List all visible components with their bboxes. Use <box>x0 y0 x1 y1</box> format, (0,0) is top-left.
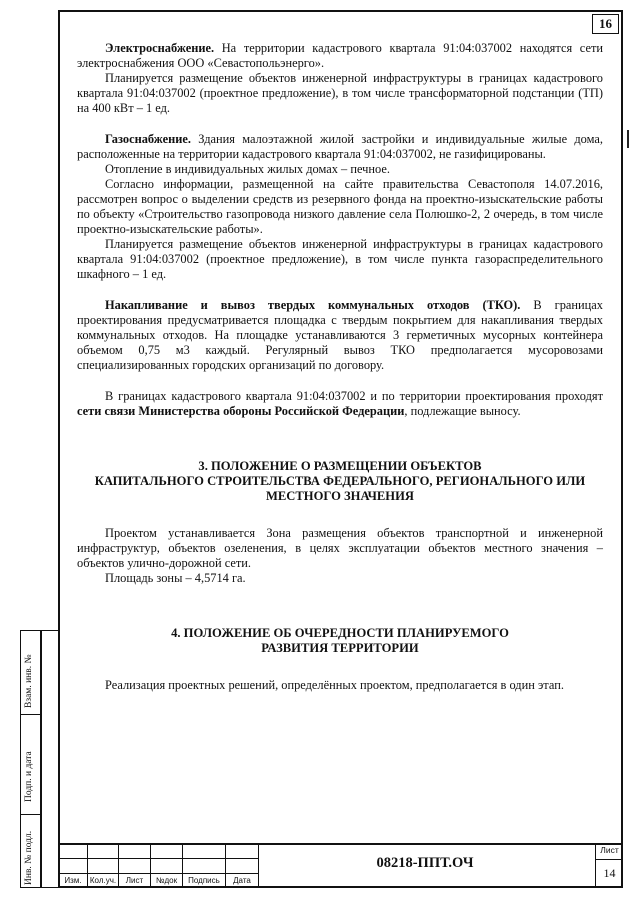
spacer <box>77 586 603 626</box>
spacer <box>77 116 603 132</box>
margin-label-inv: Инв. № подл. <box>24 830 34 885</box>
zone-area-paragraph: Площадь зоны – 4,5714 га. <box>105 571 246 585</box>
power-text: На территории кадастрового квартала 91:04:037002 находятся сети электроснабжения ООО «Севастопольэнерго». <box>77 41 603 70</box>
spacer <box>77 373 603 389</box>
waste-text: В границах проектирования предусматривается площадка с твердым покрытием для накапливания твердых коммунальных отходов. На площадке устанавливаются 3 герметичных мусорных контейнера объемом 0,75 м3 каждый. Регулярный вывоз ТКО предполагается мусоровозами специализированных городских организаций по договору. <box>77 298 603 372</box>
comms-text-before: В границах кадастрового квартала 91:04:037002 и по территории проектирования проходят <box>105 389 603 403</box>
margin-label-vzam: Взам. инв. № <box>24 654 34 708</box>
title-block-col-podpis: Подпись <box>188 876 220 885</box>
top-sheet-number: 16 <box>592 14 619 34</box>
comms-bold: сети связи Министерства обороны Российской Федерации <box>77 404 405 418</box>
title-block-col-ndok: №док <box>155 876 178 885</box>
power-plan-paragraph: Планируется размещение объектов инженерной инфраструктуры в границах кадастрового квартала 91:04:037002 (проектное предложение), в том числе трансформаторной подстанции (ТП) на 400 кВт – 1 ед. <box>77 71 603 115</box>
heating-paragraph: Отопление в индивидуальных жилых домах – печное. <box>105 162 390 176</box>
gas-text: Здания малоэтажной жилой застройки и индивидуальные жилые дома, расположенные на территории кадастрового квартала 91:04:037002, не газифицированы. <box>77 132 603 161</box>
gas-title: Газоснабжение. <box>105 132 192 146</box>
edge-mark <box>627 130 629 148</box>
sheet-label: Лист <box>600 845 619 855</box>
sheet-number: 14 <box>603 866 616 880</box>
gas-plan-paragraph: Планируется размещение объектов инженерной инфраструктуры в границах кадастрового квартала 91:04:037002 (проектное предложение), в том числе пункта газораспределительного шкафного – 1 ед. <box>77 237 603 281</box>
section4-heading-line2: РАЗВИТИЯ ТЕРРИТОРИИ <box>261 641 419 655</box>
title-block-col-izm: Изм. <box>64 876 82 885</box>
spacer <box>77 504 603 526</box>
spacer <box>77 419 603 459</box>
power-title: Электроснабжение. <box>105 41 215 55</box>
waste-paragraph <box>77 298 603 373</box>
power-paragraph <box>77 41 603 71</box>
section4-heading-line1: 4. ПОЛОЖЕНИЕ ОБ ОЧЕРЕДНОСТИ ПЛАНИРУЕМОГО <box>171 626 509 640</box>
document-code: 08218-ППТ.ОЧ <box>376 855 474 871</box>
margin-label-podp: Подп. и дата <box>24 751 34 802</box>
spacer <box>77 656 603 678</box>
title-block-col-list: Лист <box>125 876 144 885</box>
title-block-col-kolvo: Кол.уч. <box>89 876 117 885</box>
gas-paragraph <box>77 132 603 162</box>
section3-heading-line3: МЕСТНОГО ЗНАЧЕНИЯ <box>266 489 414 503</box>
section3-heading-line1: 3. ПОЛОЖЕНИЕ О РАЗМЕЩЕНИИ ОБЪЕКТОВ <box>198 459 482 473</box>
section3-heading-line2: КАПИТАЛЬНОГО СТРОИТЕЛЬСТВА ФЕДЕРАЛЬНОГО, РЕГИОНАЛЬНОГО ИЛИ <box>94 474 586 488</box>
title-block-col-data: Дата <box>233 876 251 885</box>
comms-paragraph <box>77 389 603 419</box>
section3-paragraph: Проектом устанавливается Зона размещения объектов транспортной и инженерной инфраструктур, объектов озеленения, в целях эксплуатации объектов местного значения – объектов улично-дорожной сети. <box>77 526 603 570</box>
document-body <box>77 41 603 693</box>
title-block-list-line <box>595 859 623 860</box>
gas-info-paragraph: Согласно информации, размещенной на сайте правительства Севастополя 14.07.2016, рассмотрен вопрос о выделении средств из резервного фонда на проектно-изыскательские работы по объекту «Строительство газопровода низкого давление села Полюшко-2, 2 очередь, в том числе проектно-изыскательские работы». <box>77 177 603 236</box>
section4-paragraph: Реализация проектных решений, определённых проектом, предполагается в один этап. <box>105 678 564 692</box>
waste-title: Накапливание и вывоз твердых коммунальных отходов (ТКО). <box>105 298 521 312</box>
spacer <box>77 282 603 298</box>
title-block-col-line <box>258 843 259 888</box>
comms-text-after: , подлежащие выносу. <box>404 404 521 418</box>
margin-divider <box>40 630 42 888</box>
